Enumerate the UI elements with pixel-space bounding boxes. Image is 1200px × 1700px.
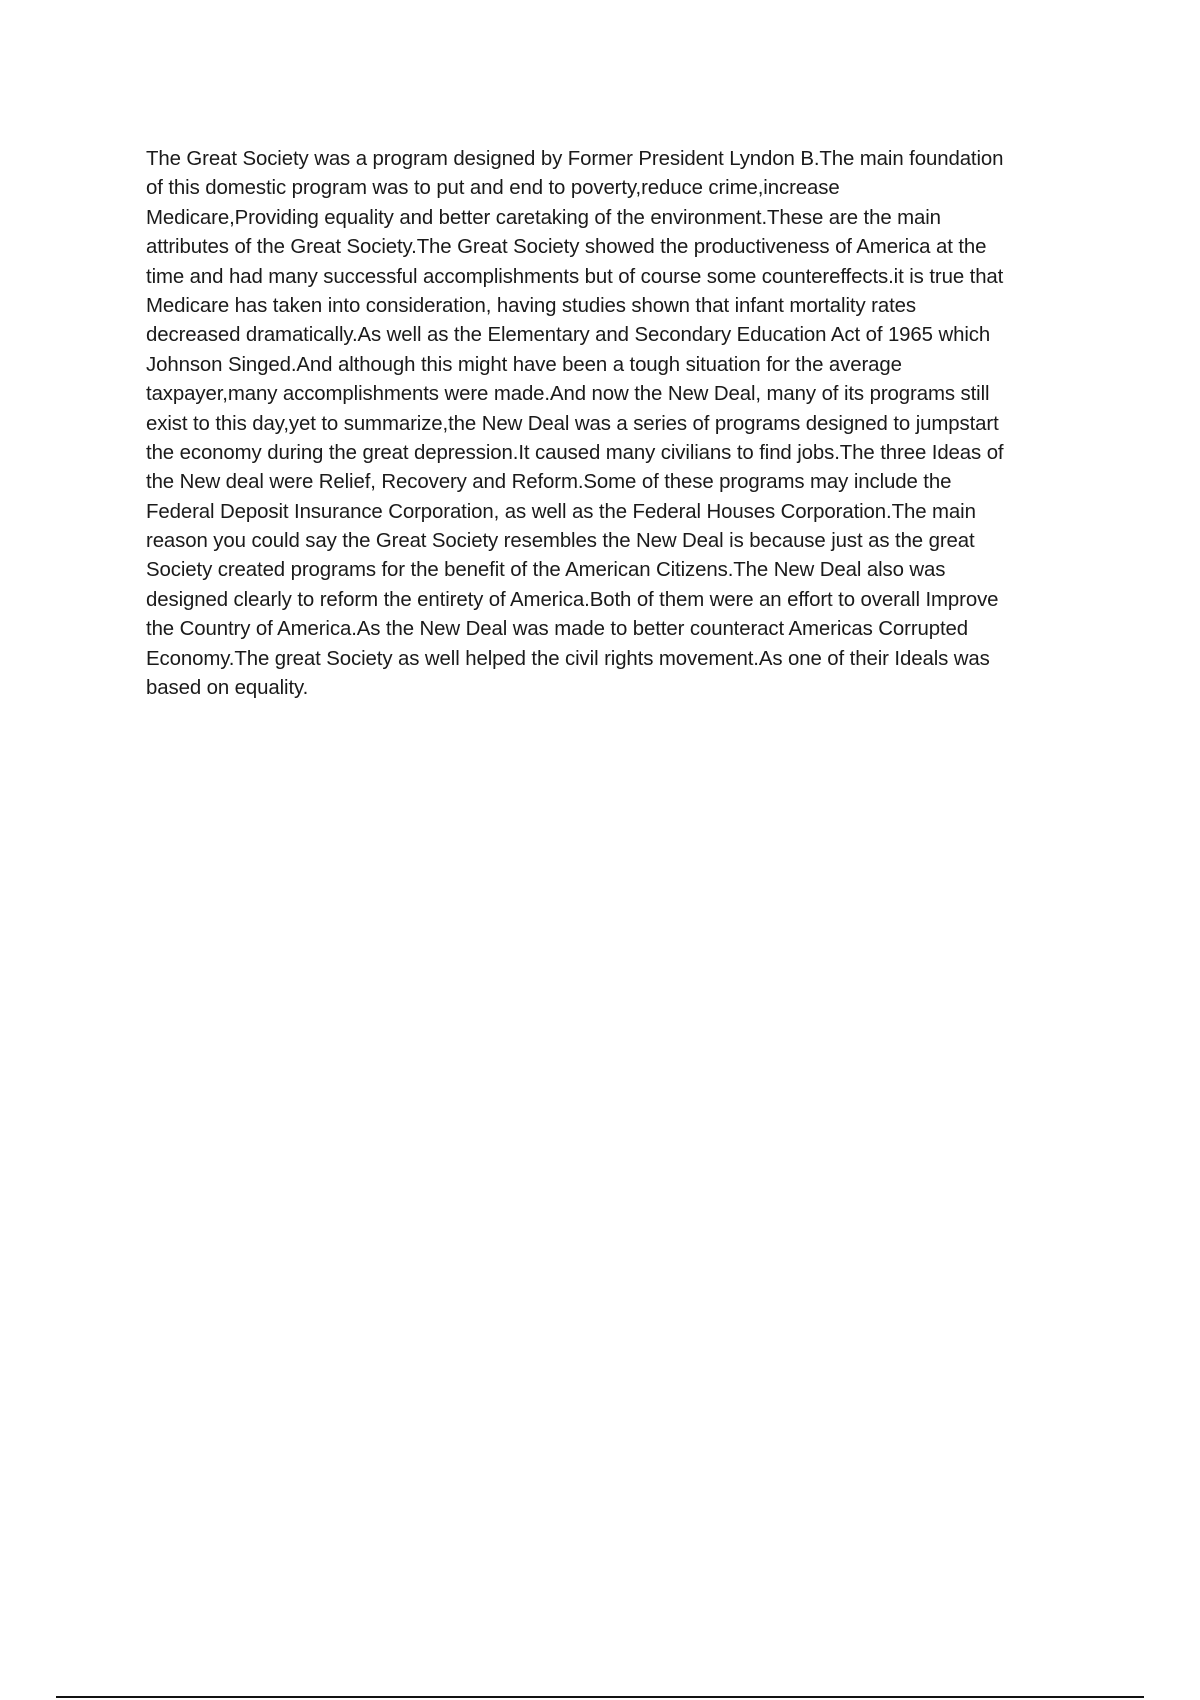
essay-line: decreased dramatically.As well as the Elementary and Secondary Education Act of 1965 which — [146, 324, 991, 347]
essay-line: based on equality. — [146, 677, 309, 700]
essay-line: the Country of America.As the New Deal was made to better counteract Americas Corrupted — [146, 618, 969, 641]
essay-line: of this domestic program was to put and end to poverty,reduce crime,increase — [146, 177, 840, 200]
essay-line: attributes of the Great Society.The Great Society showed the productiveness of America at the — [146, 236, 987, 259]
essay-line: Medicare,Providing equality and better caretaking of the environment.These are the main — [146, 206, 941, 229]
essay-line: The Great Society was a program designed by Former President Lyndon B.The main foundation — [146, 148, 1004, 170]
essay-line: Federal Deposit Insurance Corporation, as well as the Federal Houses Corporation.The main — [146, 500, 976, 523]
essay-line: the economy during the great depression.It caused many civilians to find jobs.The three Ideas of — [146, 441, 1004, 464]
essay-line: Economy.The great Society as well helped the civil rights movement.As one of their Ideals was — [146, 647, 990, 670]
essay-line: reason you could say the Great Society resembles the New Deal is because just as the great — [146, 530, 975, 553]
essay-paragraph — [146, 145, 1096, 703]
essay-line: designed clearly to reform the entirety of America.Both of them were an effort to overall Improve — [146, 588, 999, 611]
essay-line: Johnson Singed.And although this might have been a tough situation for the average — [146, 353, 902, 376]
essay-line: Medicare has taken into consideration, having studies shown that infant mortality rates — [146, 294, 916, 317]
essay-line: time and had many successful accomplishments but of course some countereffects.it is true that — [146, 265, 1004, 288]
essay-line: taxpayer,many accomplishments were made.And now the New Deal, many of its programs still — [146, 383, 990, 406]
essay-line: Society created programs for the benefit of the American Citizens.The New Deal also was — [146, 559, 946, 582]
page-bottom-rule — [56, 1696, 1144, 1698]
essay-line: exist to this day,yet to summarize,the New Deal was a series of programs designed to jumpstart — [146, 412, 999, 435]
essay-line: the New deal were Relief, Recovery and Reform.Some of these programs may include the — [146, 471, 952, 494]
